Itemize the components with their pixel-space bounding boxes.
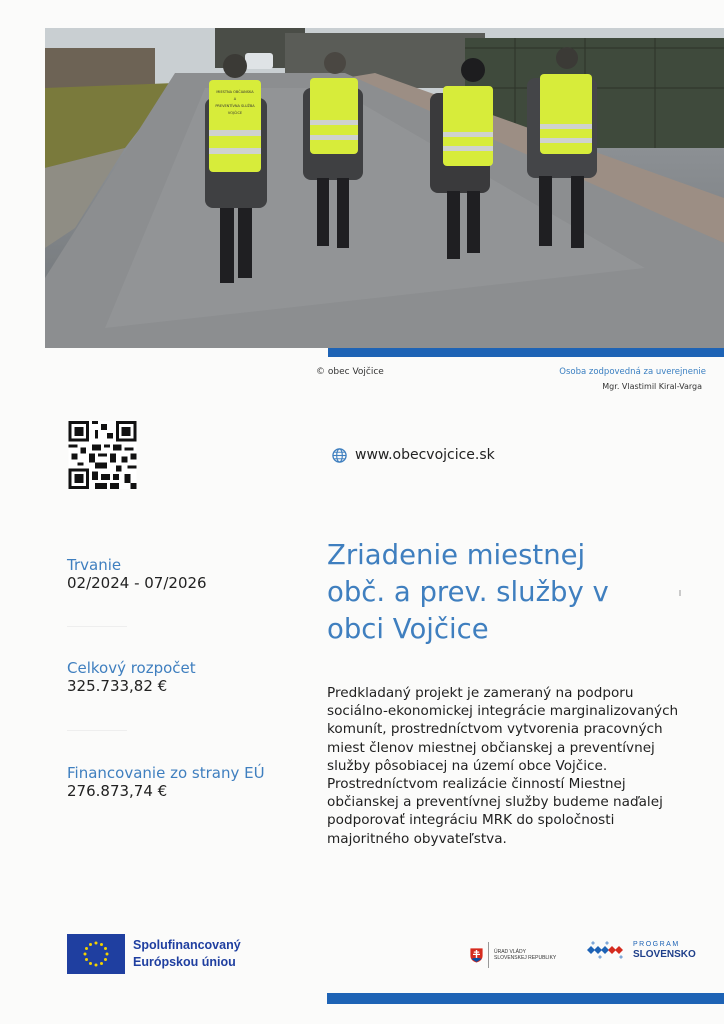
gov-line-1: ÚRAD VLÁDY [494, 948, 526, 955]
fact-label: Celkový rozpočet [67, 659, 196, 677]
divider [67, 730, 127, 731]
eu-line-1: Spolufinancovaný [133, 938, 241, 952]
gov-line-2: SLOVENSKEJ REPUBLIKY [494, 955, 557, 961]
title-line-3: obci Vojčice [327, 613, 489, 645]
svg-text:A: A [233, 97, 237, 101]
fact-duration [67, 556, 207, 593]
fact-label: Financovanie zo strany EÚ [67, 764, 265, 782]
eu-flag-icon [67, 934, 125, 974]
divider [488, 942, 489, 968]
eu-cofunding-text [133, 937, 241, 971]
program-label: PROGRAM [633, 941, 680, 948]
scan-speck [679, 590, 681, 596]
hero-photo [45, 28, 724, 348]
divider [67, 626, 127, 627]
fact-value: 276.873,74 € [67, 782, 168, 800]
responsibility-name: Mgr. Vlastimil Kiral-Varga [602, 382, 702, 391]
fact-value: 02/2024 - 07/2026 [67, 574, 207, 592]
fact-eu-funding [67, 764, 265, 801]
photo-credit: © obec Vojčice [316, 367, 384, 377]
blue-bar-top [328, 348, 724, 357]
program-slovensko-mark-icon [585, 940, 629, 960]
fact-total-budget [67, 659, 196, 696]
government-office-logo [470, 942, 564, 968]
slovak-coat-of-arms-icon [470, 948, 483, 963]
patrol-photo-illustration [45, 28, 724, 348]
program-slovensko-text [633, 940, 696, 960]
fact-value: 325.733,82 € [67, 677, 168, 695]
photo-credit-text: obec Vojčice [327, 367, 384, 377]
responsibility-label: Osoba zodpovedná za uverejnenie [559, 367, 706, 377]
title-line-2: obč. a prev. služby v [327, 576, 609, 608]
svg-text:PREVENTÍVNA SLUŽBA: PREVENTÍVNA SLUŽBA [215, 104, 255, 108]
svg-text:MIESTNA OBČIANSKA: MIESTNA OBČIANSKA [216, 90, 254, 94]
globe-icon [332, 448, 347, 463]
title-line-1: Zriadenie miestnej [327, 539, 586, 571]
project-title [327, 537, 697, 648]
svg-text:VOJČICE: VOJČICE [227, 111, 243, 115]
project-description: Predkladaný projekt je zameraný na podporu sociálno-ekonomickej integrácie marginalizovaných komunít, prostredníctvom vytvorenia pracovných miest členov miestnej občianskej a preventívnej služby pôsobiacej na území obce Vojčice. Prostredníctvom realizácie činností Miestnej občianskej a preventívnej služby budeme naďalej podporovať integráciu MRK do spoločnosti majoritného obyvateľstva. [327, 685, 679, 847]
eu-cofunding-logo [67, 934, 241, 974]
fact-label: Trvanie [67, 556, 122, 574]
government-office-text [494, 949, 564, 962]
program-slovensko-logo [585, 940, 696, 960]
slovensko-label: SLOVENSKO [633, 949, 696, 960]
qr-code[interactable] [68, 421, 137, 489]
website-url[interactable]: www.obecvojcice.sk [355, 447, 495, 463]
website-link[interactable] [332, 447, 495, 463]
eu-line-2: Európskou úniou [133, 955, 236, 969]
blue-bar-bottom [327, 993, 724, 1004]
